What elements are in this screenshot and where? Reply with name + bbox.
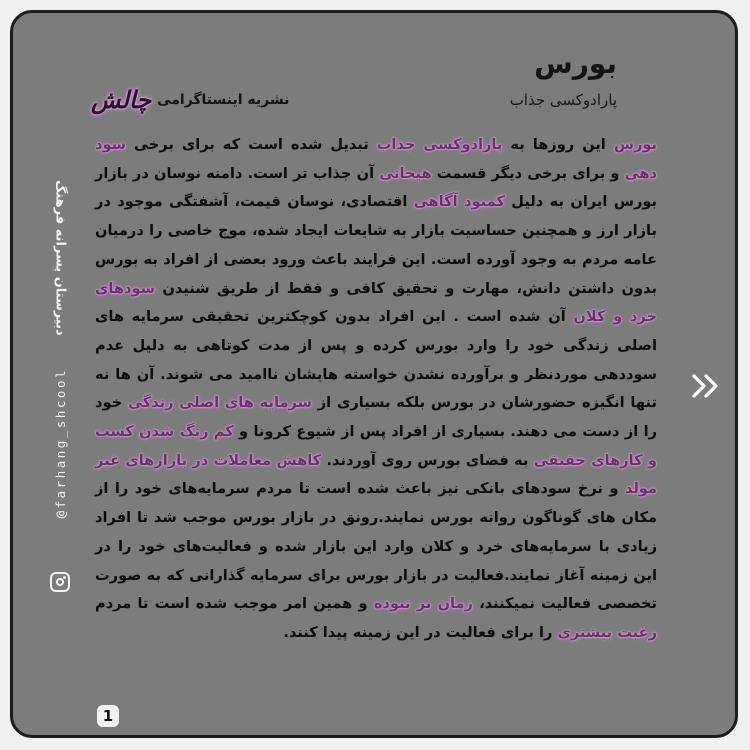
article-text: آن شده است . این افراد بدون کوچکترین تحقیقی سرمایه های اصلی زندگی خود را وارد بورس کرده و پس از مدت کوتاهی به دلیل عدم سوددهی موردنظر و برآورده نشدن خواسته هایشان ناامید می شوند. آن ها نه تنها انگیزه حضورشان در بورس بلکه بسیاری از: [95, 308, 657, 412]
highlight-text: کاهش معاملات در بازارهای غیر مولد: [95, 451, 657, 498]
instagram-handle[interactable]: @farhang_shcool: [52, 367, 68, 519]
magazine-label: نشریه اینستاگرامی: [157, 91, 290, 108]
article-body: [95, 131, 657, 648]
article-text: به فضای بورس روی آوردند.: [321, 451, 534, 469]
page-title: بورس: [534, 47, 617, 80]
highlight-text: کم رنگ شدن کسب و کارهای حقیقی: [95, 423, 657, 469]
article-text: خود را از دست می دهند. بسیاری از افراد پس از شیوع کرونا و: [95, 394, 657, 441]
post-card: [10, 10, 738, 738]
magazine-logo: چالش: [91, 85, 152, 114]
double-chevron-right-icon[interactable]: [686, 366, 726, 406]
highlight-text: سودهای خرد و کلان: [95, 279, 657, 326]
article-text: آن جذاب تر است. دامنه نوسان در بازار بورس ایران به دلیل: [95, 164, 657, 211]
instagram-icon[interactable]: [50, 572, 70, 592]
article-text: و همین امر موجب شده است تا مردم: [95, 595, 374, 613]
instagram-handle-vertical[interactable]: [49, 343, 71, 543]
article-text: و برای برخی دیگر قسمت: [431, 164, 625, 182]
page-number-badge: 1: [97, 705, 119, 727]
article-text: اقتصادی، نوسان قیمت، آشفتگی موجود در بازار ارز و همچنین حساسیت بازار به شایعات ایجاد شده، موج خاصی را درمیان عامه مردم به وجود آورده است. این فرایند باعث ورود بعضی از افراد به بورس بدون داشتن دانش، مهارت و تحقیق کافی و فقط از طریق شنیدن: [95, 193, 657, 297]
highlight-text: سرمایه های اصلی زندگی: [127, 394, 312, 412]
school-name-vertical: [49, 180, 71, 336]
article-text: این روزها به: [502, 136, 614, 153]
article-text: و نرخ سودهای بانکی نیز باعث شده است تا مردم سرمایه‌های خود را از مکان های گوناگون روانه بورس نمایند.رونق در بازار بورس موجب شد تا افراد زیادی با سرمایه‌های خرد و کلان وارد این بازار شده و فعالیت‌های خود را در این زمینه آغاز نمایند.فعالیت در بازار بورس برای سرمایه گذارانی که به صورت تخصصی فعالیت نمیکنند،: [95, 480, 657, 613]
page-subtitle: پارادوکسی جذاب: [509, 91, 617, 109]
highlight-text: سود دهی: [95, 136, 657, 182]
highlight-text: زمان بر نبوده: [373, 595, 473, 613]
highlight-text: هیجانی: [379, 164, 432, 182]
highlight-text: بورس: [613, 136, 657, 153]
highlight-text: کمبود آگاهی: [413, 193, 505, 211]
article-text: تبدیل شده است که برای برخی: [126, 136, 377, 153]
highlight-text: رغبت بیشتری: [557, 623, 657, 641]
highlight-text: پارادوکسی جذاب: [376, 136, 503, 153]
magazine-brand: [91, 85, 289, 114]
article-text: را برای فعالیت در این زمینه پیدا کنند.: [283, 623, 558, 641]
school-name: دبیرستان پسرانه فرهنگ: [52, 180, 68, 336]
